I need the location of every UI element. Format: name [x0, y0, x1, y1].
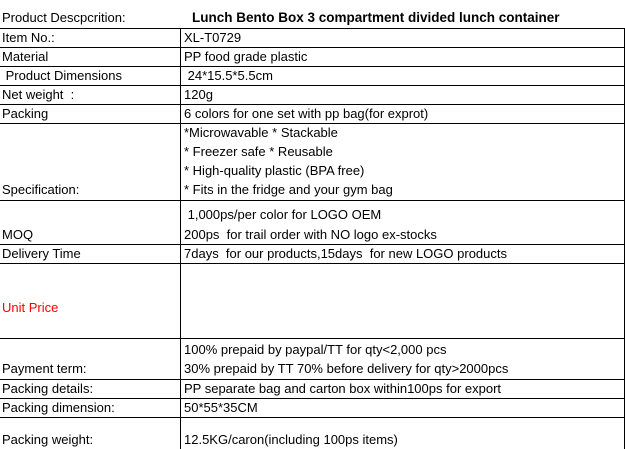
item-no-value: XL-T0729 — [184, 30, 242, 45]
material-value: PP food grade plastic — [184, 49, 308, 64]
spec-line: *Microwavable * Stackable — [184, 125, 338, 140]
item-no-label: Item No.: — [2, 30, 55, 45]
payment-line: 100% prepaid by paypal/TT for qty<2,000 pcs — [184, 342, 447, 357]
row-divider — [0, 47, 625, 48]
row-divider — [0, 85, 625, 86]
dimensions-label: Product Dimensions — [2, 68, 122, 83]
spec-line: * Freezer safe * Reusable — [184, 144, 333, 159]
row-divider — [0, 417, 625, 418]
unit-price-label: Unit Price — [2, 300, 59, 315]
product-title: Lunch Bento Box 3 compartment divided lunch container — [192, 10, 560, 25]
row-divider — [0, 338, 625, 339]
packing-details-value: PP separate bag and carton box within100ps for export — [184, 381, 502, 396]
material-label: Material — [2, 49, 49, 64]
spec-line: * Fits in the fridge and your gym bag — [184, 182, 393, 197]
row-divider — [0, 200, 625, 201]
packing-weight-value: 12.5KG/caron(including 100ps items) — [184, 432, 398, 447]
spec-line: * High-quality plastic (BPA free) — [184, 163, 365, 178]
moq-label: MOQ — [2, 227, 34, 242]
product-description-label: Product Descpcrition: — [2, 10, 126, 25]
packing-label: Packing — [2, 106, 49, 121]
packing-weight-label: Packing weight: — [2, 432, 94, 447]
packing-dimension-label: Packing dimension: — [2, 400, 115, 415]
row-divider — [0, 263, 625, 264]
row-divider — [0, 28, 625, 29]
payment-label: Payment term: — [2, 361, 87, 376]
dimensions-value: 24*15.5*5.5cm — [184, 68, 273, 83]
net-weight-value: 120g — [184, 87, 213, 102]
delivery-value: 7days for our products,15days for new LOGO products — [184, 246, 507, 261]
specification-label: Specification: — [2, 182, 80, 197]
packing-value: 6 colors for one set with pp bag(for exprot) — [184, 106, 429, 121]
payment-line: 30% prepaid by TT 70% before delivery for qty>2000pcs — [184, 361, 509, 376]
moq-line: 200ps for trail order with NO logo ex-stocks — [184, 227, 437, 242]
moq-line: 1,000ps/per color for LOGO OEM — [184, 207, 382, 222]
column-divider — [180, 28, 181, 449]
net-weight-label: Net weight : — [2, 87, 75, 102]
delivery-label: Delivery Time — [2, 246, 81, 261]
packing-dimension-value: 50*55*35CM — [184, 400, 258, 415]
packing-details-label: Packing details: — [2, 381, 94, 396]
